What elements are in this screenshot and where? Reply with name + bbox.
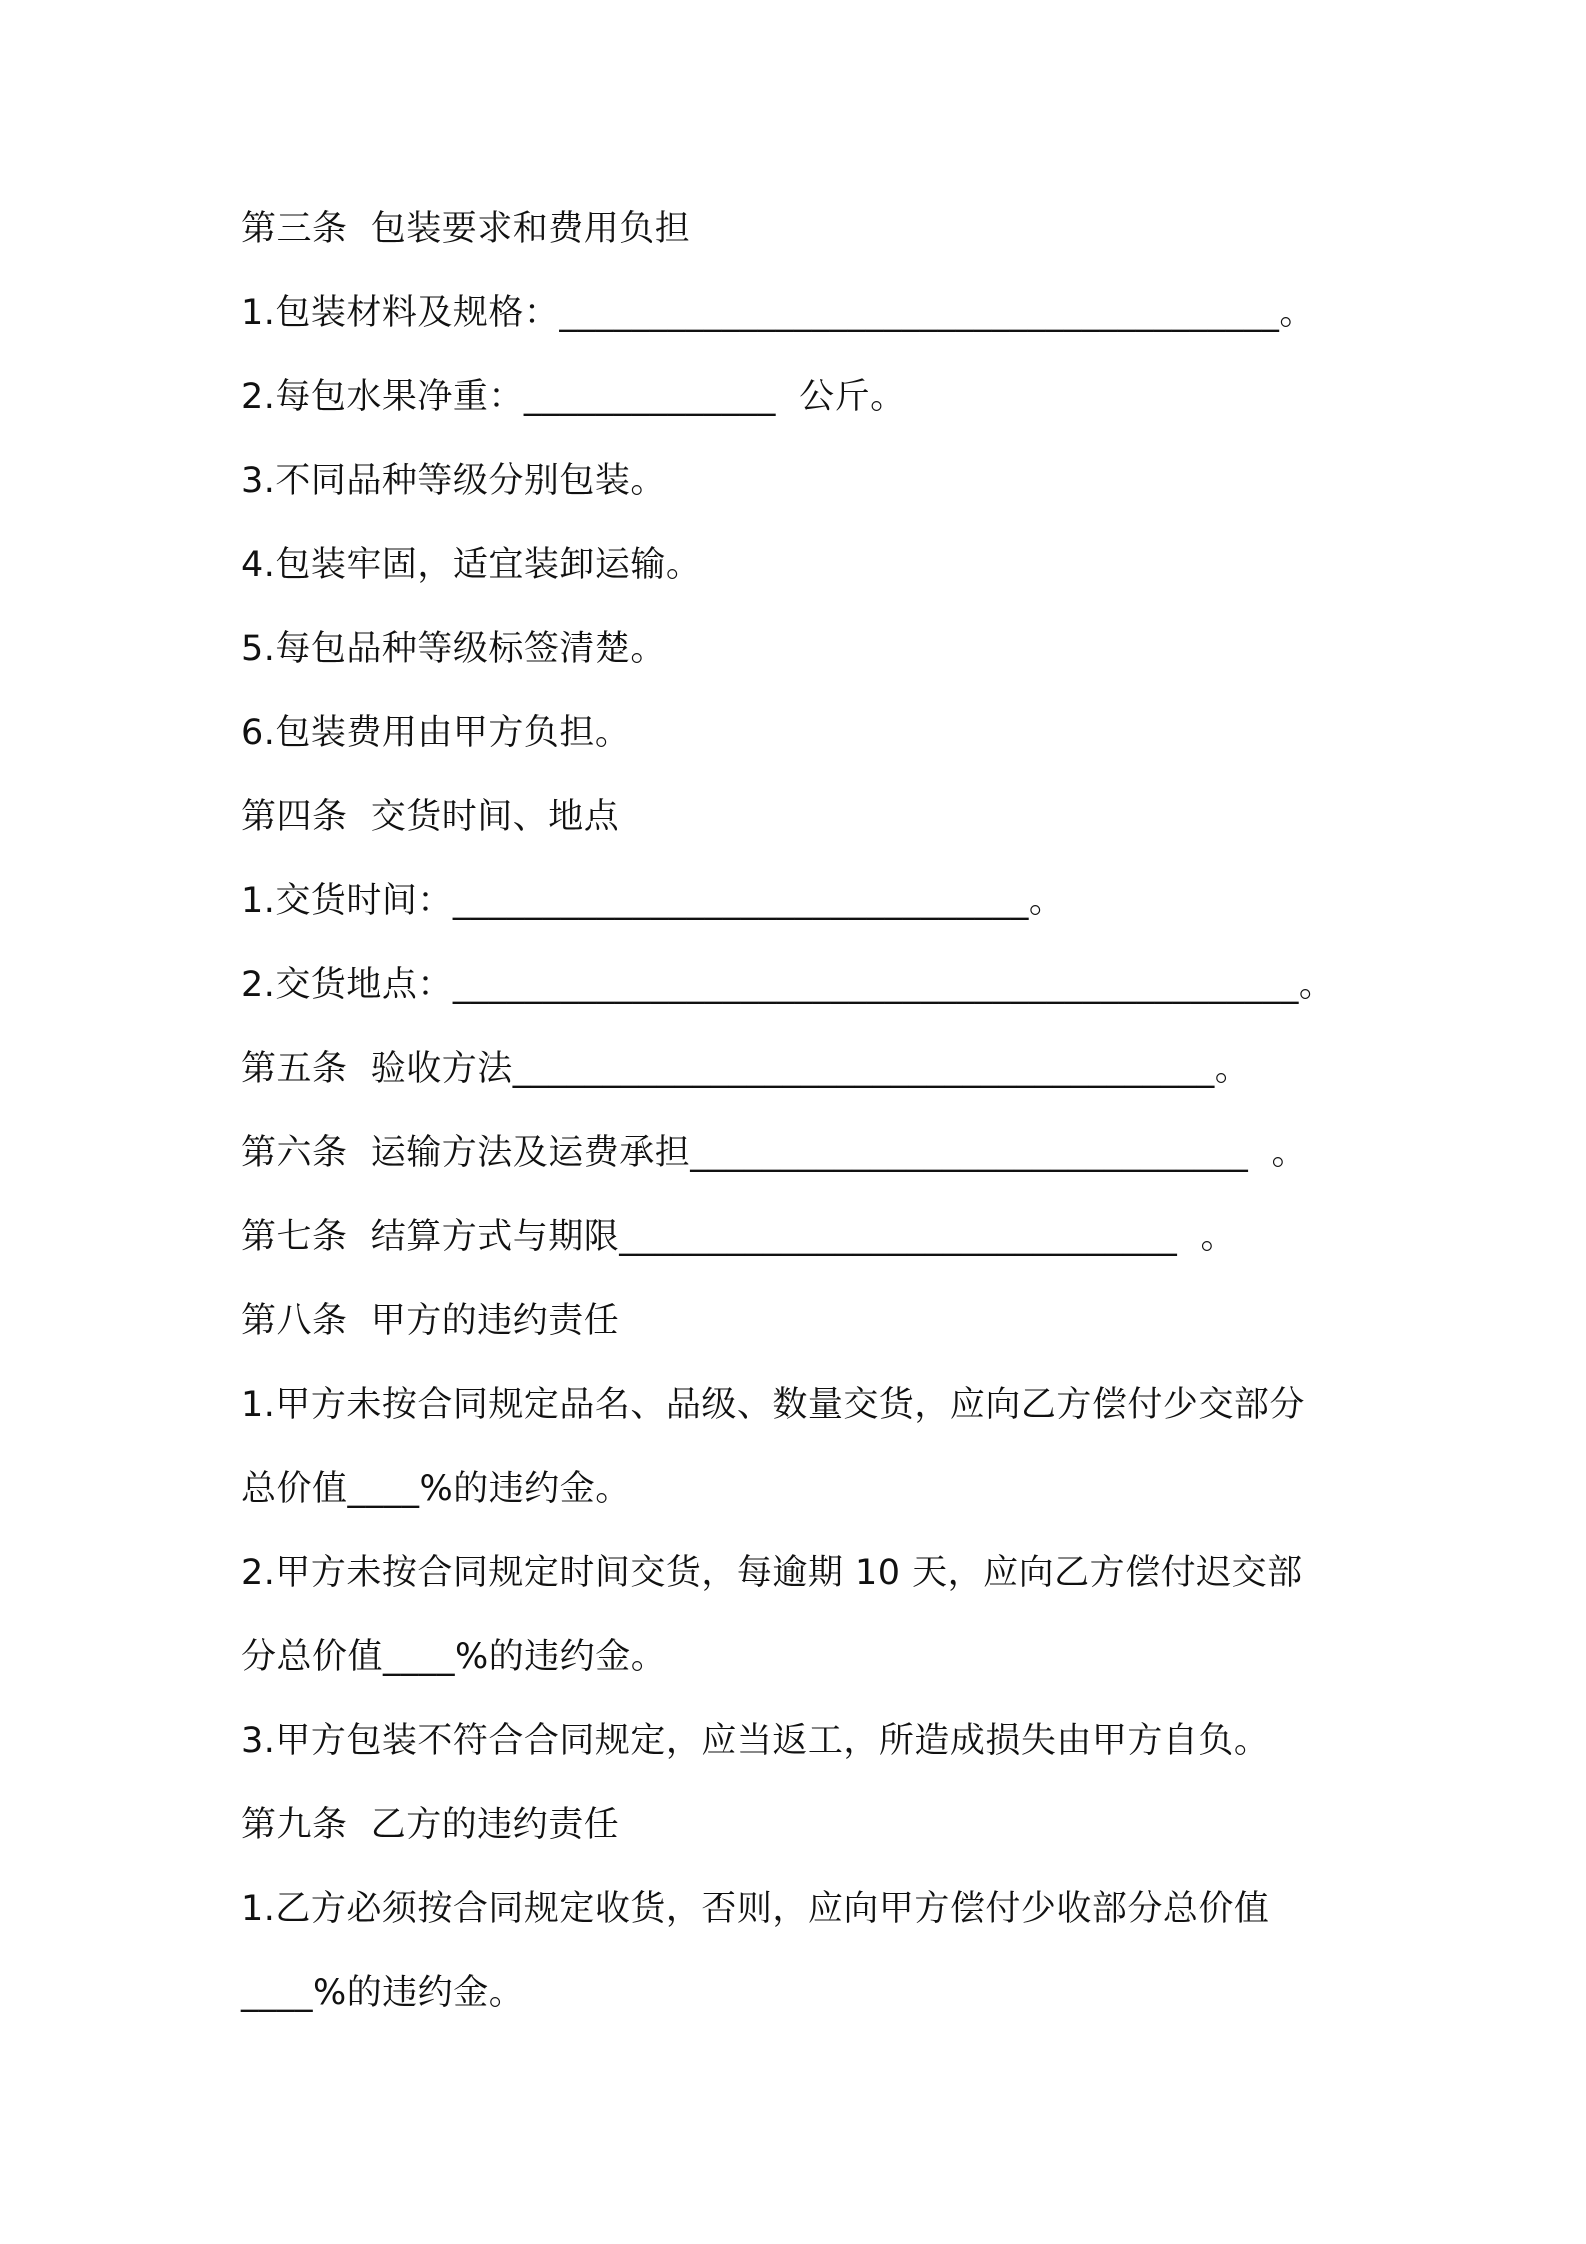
article-8-item-3: 3.甲方包装不符合合同规定，应当返工，所造成损失由甲方自负。	[241, 1721, 1270, 1761]
article-6: 第六条 运输方法及运费承担_______________________________ 。	[241, 1133, 1308, 1173]
article-5: 第五条 验收方法_______________________________________。	[241, 1049, 1251, 1089]
article-3-item-4: 4.包装牢固，适宜装卸运输。	[241, 545, 702, 585]
article-7: 第七条 结算方式与期限_______________________________ 。	[241, 1217, 1237, 1257]
article-9-item-1-line-2: ____%的违约金。	[241, 1973, 525, 2013]
article-3-heading: 第三条 包装要求和费用负担	[241, 209, 691, 249]
article-3-item-1: 1.包装材料及规格：________________________________________。	[241, 293, 1315, 333]
article-3-item-5: 5.每包品种等级标签清楚。	[241, 629, 666, 669]
article-8-heading: 第八条 甲方的违约责任	[241, 1301, 620, 1341]
article-3-item-3: 3.不同品种等级分别包装。	[241, 461, 666, 501]
article-8-item-2-line-2: 分总价值____%的违约金。	[241, 1637, 667, 1677]
article-4-item-2: 2.交货地点：_______________________________________________。	[241, 965, 1335, 1005]
article-9-item-1-line-1: 1.乙方必须按合同规定收货，否则，应向甲方偿付少收部分总价值	[241, 1889, 1270, 1929]
article-3-item-6: 6.包装费用由甲方负担。	[241, 713, 631, 753]
article-3-item-2: 2.每包水果净重：______________ 公斤。	[241, 377, 906, 417]
article-4-item-1: 1.交货时间：________________________________。	[241, 881, 1065, 921]
article-4-heading: 第四条 交货时间、地点	[241, 797, 620, 837]
article-9-heading: 第九条 乙方的违约责任	[241, 1805, 620, 1845]
article-8-item-1-line-2: 总价值____%的违约金。	[241, 1469, 631, 1509]
article-8-item-1-line-1: 1.甲方未按合同规定品名、品级、数量交货，应向乙方偿付少交部分	[241, 1385, 1305, 1425]
article-8-item-2-line-1: 2.甲方未按合同规定时间交货，每逾期 10 天，应向乙方偿付迟交部	[241, 1553, 1303, 1593]
